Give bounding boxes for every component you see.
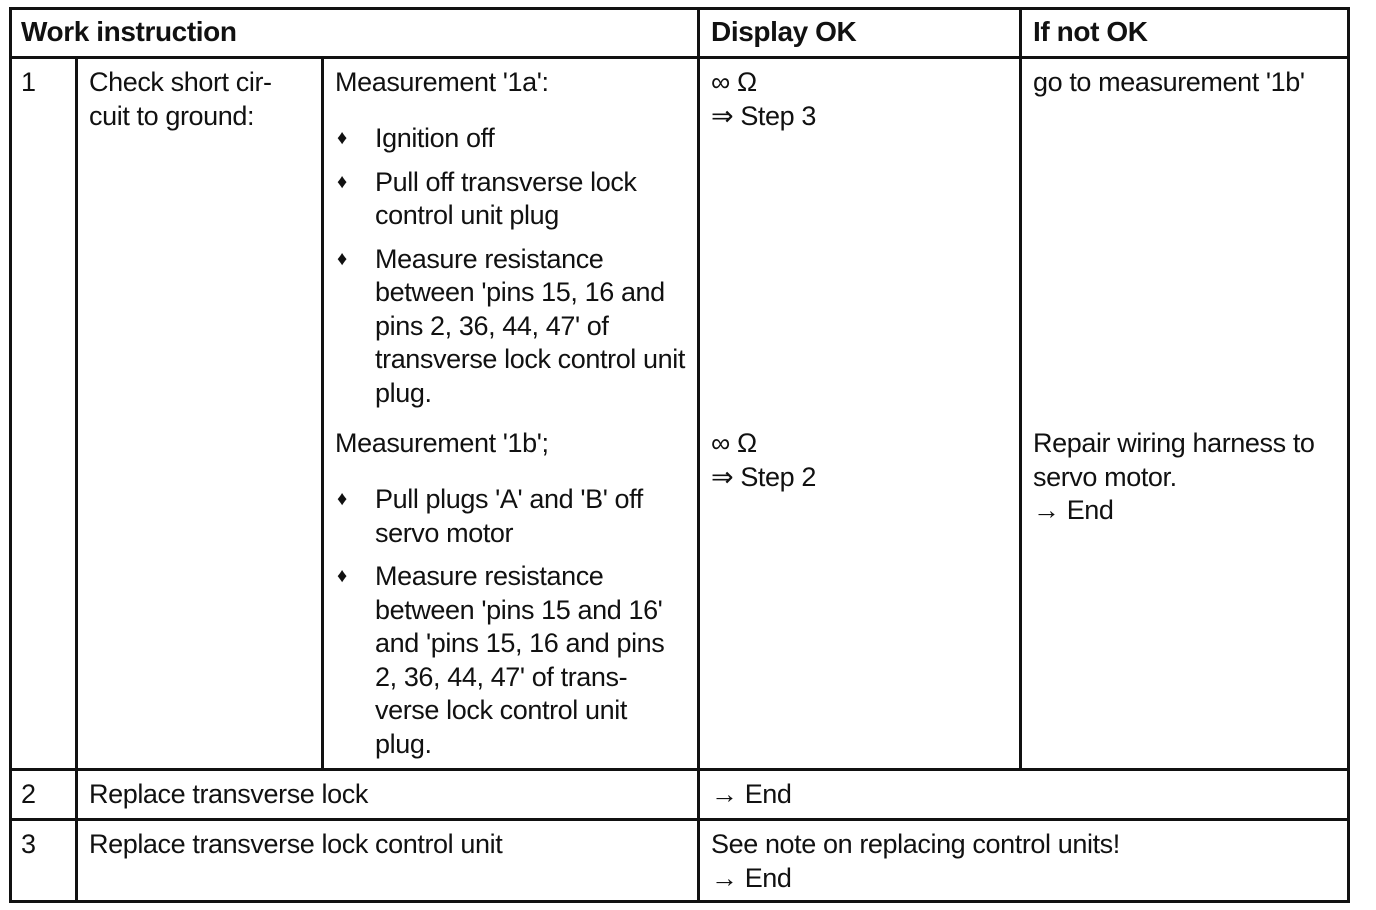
bullet-line: 2, 36, 44, 47' of trans- (375, 661, 628, 692)
bullet-line: Pull off transverse lock (375, 166, 637, 197)
measurement-1a-title: Measurement '1a': (335, 67, 549, 97)
bullet-item (335, 122, 685, 156)
table-rule-col-ifnot (1019, 7, 1022, 771)
bullet-item (335, 243, 685, 411)
measurement-1b-bullets (335, 483, 664, 771)
row1-check-line: cuit to ground: (89, 100, 255, 131)
measurement-1a-display-ok (711, 66, 816, 133)
header-work-instruction: Work instruction (21, 16, 237, 47)
row1-check-text (89, 66, 272, 133)
bullet-item (335, 483, 664, 550)
table-rule-bottom (9, 900, 1350, 903)
row1-number: 1 (21, 67, 36, 97)
bullet-line: Ignition off (375, 123, 495, 153)
bullet-line: Measure resistance (375, 243, 604, 274)
table-rule-top (9, 7, 1350, 10)
measurement-1a-bullets (335, 122, 685, 420)
if-not-ok-line: go to measurement '1b' (1033, 67, 1305, 97)
bullet-diamond-icon: ♦ (337, 565, 347, 587)
if-not-ok-line: servo motor. (1033, 461, 1177, 492)
bullet-line: Measure resistance (375, 561, 604, 591)
table-rule-col-check (321, 56, 324, 771)
bullet-diamond-icon: ♦ (337, 170, 347, 193)
bullet-item (335, 166, 685, 233)
measurement-1a-if-not-ok (1033, 66, 1305, 100)
row2-number: 2 (21, 779, 36, 809)
table-rule-left (9, 7, 12, 903)
bullet-line: between 'pins 15 and 16' (375, 594, 663, 625)
display-ok-line: ⇒ Step 2 (711, 461, 816, 492)
table-rule-header (9, 56, 1350, 59)
row1-check-line: Check short cir- (89, 67, 272, 97)
table-rule-col-number (75, 56, 78, 903)
bullet-line: plug. (375, 728, 432, 759)
display-ok-line: ∞ Ω (711, 428, 757, 458)
row3-result (711, 828, 1120, 895)
bullet-line: between 'pins 15, 16 and (375, 277, 665, 307)
row2-result: → End (711, 779, 792, 809)
header-display-ok: Display OK (711, 16, 857, 47)
row3-instruction: Replace transverse lock control unit (89, 829, 503, 859)
bullet-item (335, 560, 664, 761)
row3-result-line: See note on replacing control units! (711, 829, 1120, 859)
bullet-line: and 'pins 15, 16 and pins (375, 628, 665, 658)
display-ok-line: ⇒ Step 3 (711, 100, 816, 131)
measurement-1b-display-ok (711, 427, 816, 494)
table-rule-row2 (9, 818, 1350, 821)
bullet-line: servo motor (375, 517, 514, 548)
measurement-1b-if-not-ok (1033, 427, 1315, 528)
if-not-ok-line: → End (1033, 495, 1114, 525)
table-rule-row1 (9, 768, 1350, 771)
bullet-line: pins 2, 36, 44, 47' of (375, 310, 609, 341)
header-if-not-ok: If not OK (1033, 16, 1148, 47)
if-not-ok-line: Repair wiring harness to (1033, 428, 1315, 458)
table-rule-right (1347, 7, 1350, 903)
work-instruction-table (9, 7, 1350, 903)
row2-instruction: Replace transverse lock (89, 779, 368, 809)
bullet-line: Pull plugs 'A' and 'B' off (375, 484, 643, 514)
bullet-diamond-icon: ♦ (337, 247, 347, 270)
bullet-line: verse lock control unit (375, 695, 627, 725)
bullet-line: plug. (375, 377, 432, 408)
bullet-diamond-icon: ♦ (337, 488, 347, 510)
row3-number: 3 (21, 829, 36, 859)
display-ok-line: ∞ Ω (711, 67, 757, 97)
measurement-1b-title: Measurement '1b'; (335, 428, 549, 458)
row3-result-line: → End (711, 862, 792, 893)
bullet-diamond-icon: ♦ (337, 127, 347, 149)
bullet-line: transverse lock control unit (375, 344, 685, 374)
bullet-line: control unit plug (375, 200, 559, 230)
table-rule-col-display (697, 7, 700, 903)
